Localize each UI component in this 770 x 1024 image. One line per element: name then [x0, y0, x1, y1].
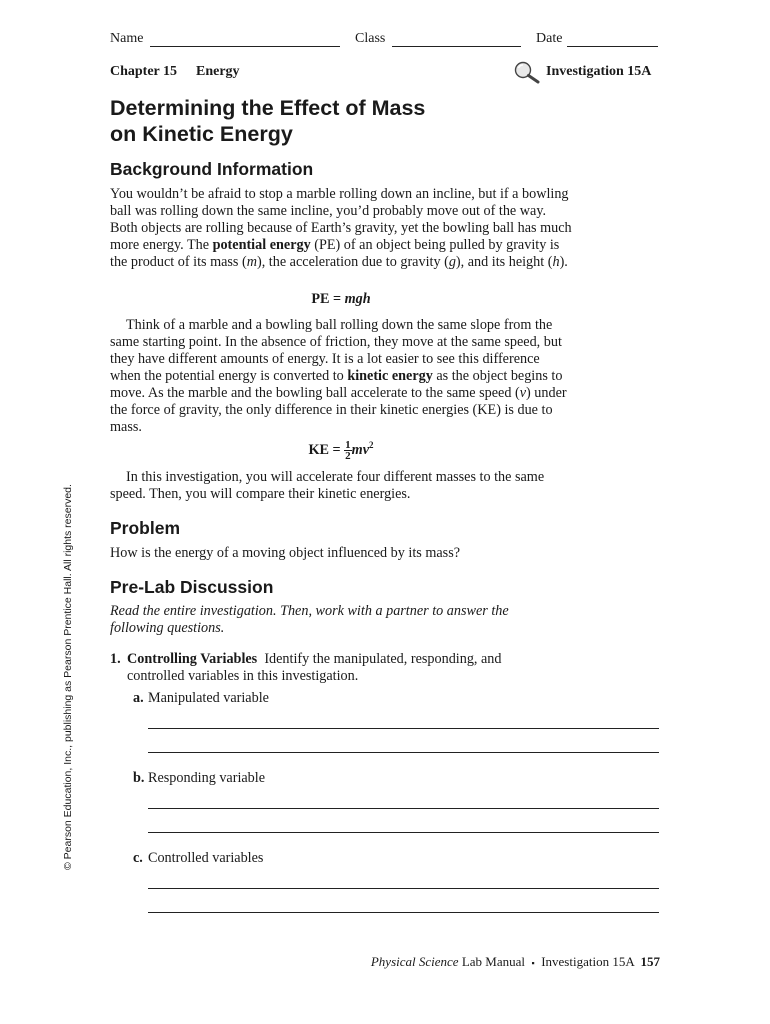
chapter-title: Energy	[196, 64, 240, 79]
var-v: v	[519, 385, 527, 401]
footer-bullet: ▪	[531, 958, 535, 968]
question-1-title: Controlling Variables	[127, 651, 258, 667]
text-run: ) under the force of gravity, the only difference in their kinetic energies (KE) is due to mass.	[110, 385, 567, 435]
var-h: h	[552, 254, 560, 270]
text-run: ), and its height (	[455, 254, 553, 270]
answer-line-b1[interactable]	[148, 808, 659, 809]
background-heading: Background Information	[110, 159, 314, 179]
var-g: g	[448, 254, 456, 270]
question-1-text	[127, 651, 557, 685]
question-1-body: Identify the manipulated, responding, and controlled variables in this investigation.	[127, 651, 502, 684]
answer-line-b2[interactable]	[148, 832, 659, 833]
page-title-line-1: Determining the Effect of Mass	[110, 96, 426, 120]
part-c-letter: c.	[133, 850, 143, 866]
prelab-instructions: Read the entire investigation. Then, work with a partner to answer the following questions.	[110, 603, 509, 636]
text-run: as the object begins to move. As the marble and the bowling ball accelerate to the same speed (	[110, 368, 563, 401]
prelab-heading: Pre-Lab Discussion	[110, 577, 274, 597]
question-1-number: 1.	[110, 651, 121, 667]
magnifier-icon	[512, 60, 542, 84]
fraction-numerator: 1	[345, 439, 351, 451]
background-paragraph-2	[110, 317, 572, 436]
part-a-label: Manipulated variable	[148, 690, 269, 706]
text-run: ), the acceleration due to gravity (	[256, 254, 449, 270]
problem-heading: Problem	[110, 518, 181, 538]
background-paragraph-1	[110, 186, 572, 271]
eq-pe-left: PE =	[311, 291, 345, 307]
part-b-letter: b.	[133, 770, 145, 786]
part-b-label: Responding variable	[148, 770, 266, 786]
name-field[interactable]	[150, 46, 340, 47]
page-number: 157	[640, 954, 660, 969]
eq-pe-right: mgh	[344, 291, 371, 307]
page-title-line-2: on Kinetic Energy	[110, 122, 293, 146]
eq-ke-right: mv	[351, 441, 370, 458]
answer-line-c1[interactable]	[148, 888, 659, 889]
text-run: (PE) of an object being pulled by gravity is the product of its mass (	[110, 237, 560, 270]
chapter-number: Chapter 15	[110, 64, 178, 79]
class-label: Class	[355, 31, 386, 46]
equation-ke	[110, 440, 572, 461]
investigation-label: Investigation 15A	[546, 64, 652, 79]
date-field[interactable]	[567, 46, 658, 47]
text-run: ).	[559, 254, 568, 270]
text-run: Think of a marble and a bowling ball rolling down the same slope from the same starting point. In the absence of friction, they move at the same speed, but they have different amounts of energy. It is a lot easier to see this difference when the potential energy is converted to	[110, 317, 562, 384]
term-kinetic-energy: kinetic energy	[347, 368, 433, 384]
answer-line-a2[interactable]	[148, 752, 659, 753]
copyright-notice: © Pearson Education, Inc., publishing as Pearson Prentice Hall. All rights reserved.	[62, 484, 74, 870]
background-paragraph-3: In this investigation, you will accelerate four different masses to the same speed. Then, you will compare their kinetic energies.	[110, 469, 545, 502]
footer-manual: Lab Manual	[461, 954, 525, 969]
eq-ke-left: KE =	[308, 441, 345, 458]
part-c-label: Controlled variables	[148, 850, 264, 866]
text-run: You wouldn’t be afraid to stop a marble rolling down an incline, but if a bowling ball was rolling down the same incline, you’d probably move out of the way. Both objects are rolling because of Earth’s gravity, yet the bowling ball has much more energy. The	[110, 186, 572, 253]
page-footer	[330, 954, 660, 970]
answer-line-a1[interactable]	[148, 728, 659, 729]
name-label: Name	[110, 31, 144, 46]
answer-line-c2[interactable]	[148, 912, 659, 913]
var-m: m	[246, 254, 257, 270]
date-label: Date	[536, 31, 563, 46]
footer-book-title: Physical Science	[370, 954, 459, 969]
fraction-denominator: 2	[345, 450, 351, 462]
page-title	[110, 95, 670, 147]
problem-text: How is the energy of a moving object influenced by its mass?	[110, 545, 461, 561]
part-a-letter: a.	[133, 690, 144, 706]
fraction-one-half	[344, 440, 352, 461]
class-field[interactable]	[392, 46, 521, 47]
term-potential-energy: potential energy	[212, 237, 311, 253]
footer-investigation: Investigation 15A	[541, 954, 634, 969]
eq-ke-exponent: 2	[369, 440, 374, 451]
equation-pe	[110, 291, 572, 308]
